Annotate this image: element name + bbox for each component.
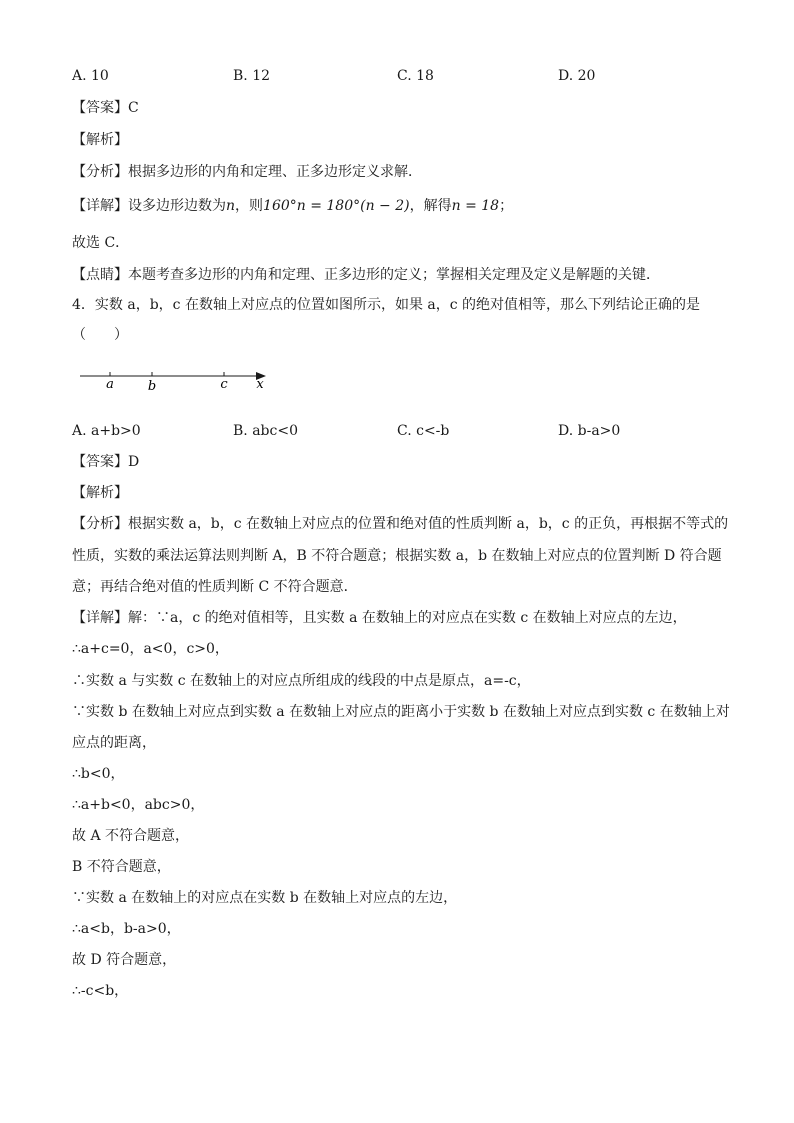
q3-jiexi-heading: 【解析】 [72, 132, 128, 148]
q3-option-d: D. 20 [558, 68, 596, 84]
q4-xiangjie-line11: ∴a<b，b-a>0， [72, 921, 181, 937]
answer-tag: 【答案】 [72, 100, 128, 116]
q4-option-d: D. b-a>0 [558, 423, 621, 439]
fenxi-tag: 【分析】 [72, 516, 128, 532]
q3-answer [72, 98, 139, 118]
q3-xiangjie [72, 196, 513, 216]
q3-option-a: A. 10 [72, 68, 109, 84]
q4-jiexi-heading: 【解析】 [72, 485, 128, 501]
q4-fenxi-line1 [72, 514, 728, 534]
q4-xiangjie-line13: ∴-c<b， [72, 983, 129, 999]
answer-tag: 【答案】 [72, 454, 128, 470]
dianjing-text: 本题考查多边形的内角和定理、正多边形的定义；掌握相关定理及定义是解题的关键． [128, 267, 660, 283]
label-b: b [147, 379, 157, 394]
q4-xiangjie-line10: ∵实数 a 在数轴上的对应点在实数 b 在数轴上对应点的左边， [72, 890, 458, 906]
xiangjie-text-b: ，则 [235, 198, 264, 214]
q3-fenxi [72, 162, 422, 182]
q4-options [72, 421, 722, 441]
q4-fenxi-line2: 性质，实数的乘法运算法则判断 A，B 不符合题意；根据实数 a，b 在数轴上对应点的位置判断 D 符合题 [72, 548, 722, 564]
q4-xiangjie-line3: ∴实数 a 与实数 c 在数轴上的对应点所组成的线段的中点是原点，a=-c， [72, 673, 531, 689]
q3-option-b: B. 12 [233, 68, 271, 84]
q4-xiangjie-line12: 故 D 符合题意， [72, 952, 177, 968]
label-c: c [220, 377, 228, 392]
xiangjie-tag: 【详解】 [72, 198, 128, 214]
q4-stem-line1: 4．实数 a，b，c 在数轴上对应点的位置如图所示，如果 a，c 的绝对值相等，那么下列结论正确的是 [72, 297, 701, 313]
fenxi-text: 根据多边形的内角和定理、正多边形定义求解． [128, 164, 422, 180]
q4-option-a: A. a+b>0 [72, 423, 141, 439]
fenxi-text-1: 根据实数 a，b，c 在数轴上对应点的位置和绝对值的性质判断 a，b，c 的正负，再根据不等式的 [128, 516, 729, 532]
xiangjie-tag: 【详解】 [72, 610, 128, 626]
q4-xiangjie-line4: ∵实数 b 在数轴上对应点到实数 a 在数轴上对应点的距离小于实数 b 在数轴上对应点到实数 c 在数轴上对 [72, 704, 730, 720]
q3-option-c: C. 18 [397, 68, 434, 84]
formula-n-value: n = 18 [451, 198, 500, 214]
dianjing-tag: 【点睛】 [72, 267, 128, 283]
q4-xiangjie-line7: ∴a+b<0，abc>0， [72, 797, 205, 813]
fenxi-tag: 【分析】 [72, 164, 128, 180]
q4-stem-line2: （ ） [72, 327, 128, 343]
formula-angle-equation: 160°n = 180°(n − 2) [263, 198, 410, 214]
q3-options [72, 66, 722, 86]
q4-fenxi-line3: 意；再结合绝对值的性质判断 C 不符合题意． [72, 579, 358, 595]
var-n: n [226, 198, 236, 214]
number-line-figure [80, 366, 280, 396]
q4-answer [72, 452, 139, 472]
xiangjie-text-d: ； [499, 198, 514, 214]
xiangjie-text-a: 设多边形边数为 [128, 198, 226, 214]
q4-option-c: C. c<-b [397, 423, 450, 439]
label-a: a [106, 377, 114, 392]
q3-conclusion: 故选 C． [72, 235, 130, 251]
q4-xiangjie-line1 [72, 608, 687, 628]
q4-xiangjie-line2: ∴a+c=0，a<0，c>0， [72, 641, 229, 657]
label-x: x [256, 377, 264, 392]
xiangjie-text-c: ，解得 [409, 198, 452, 214]
q4-xiangjie-line5: 应点的距离， [72, 735, 156, 751]
q4-xiangjie-line8: 故 A 不符合题意， [72, 828, 190, 844]
q4-xiangjie-line6: ∴b<0， [72, 766, 125, 782]
q4-xiangjie-line9: B 不符合题意， [72, 859, 171, 875]
xiangjie-text-1: 解：∵a，c 的绝对值相等，且实数 a 在数轴上的对应点在实数 c 在数轴上对应点的左边， [128, 610, 687, 626]
q3-dianjing [72, 265, 660, 285]
answer-value: C [128, 100, 139, 116]
q4-option-b: B. abc<0 [233, 423, 298, 439]
answer-value: D [128, 454, 140, 470]
